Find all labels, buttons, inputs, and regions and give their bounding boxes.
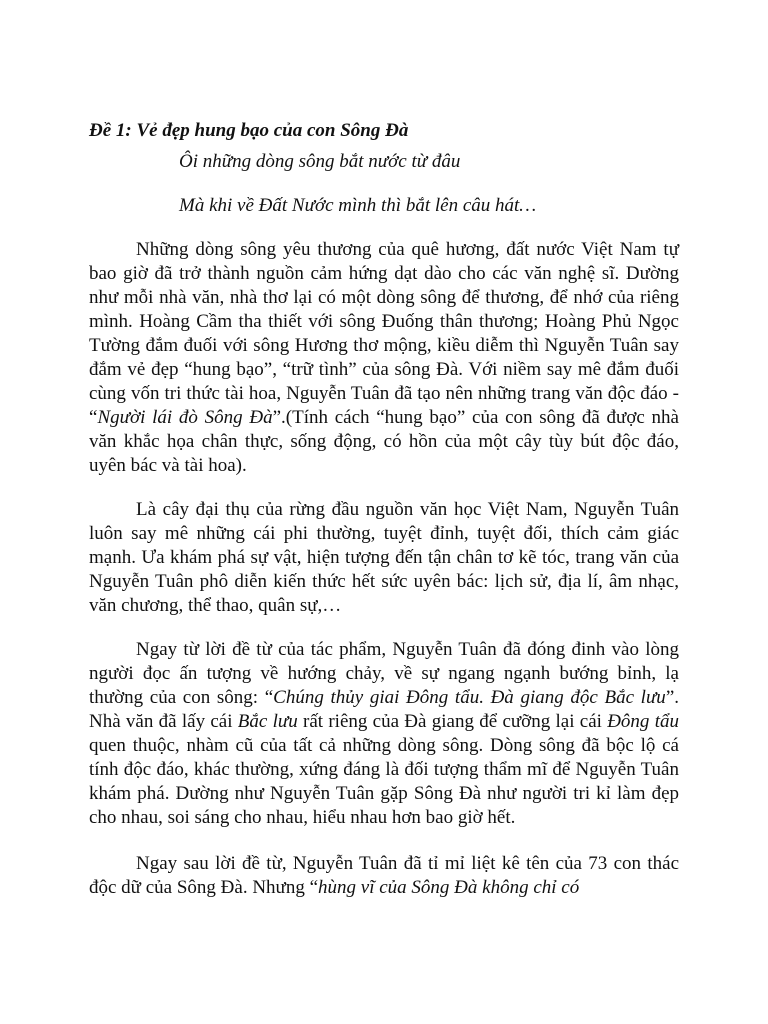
paragraph-text: ”.(Tính cách “hung bạo” của con sông đã được nhà văn khắc họa chân thực, sống động, có hồn của một cây tùy bút độc đáo, uyên bác và tài hoa). (89, 407, 679, 476)
document-title: Đề 1: Vẻ đẹp hung bạo của con Sông Đà (89, 120, 409, 141)
paragraph-text: quen thuộc, nhàm cũ của tất cả những dòng sông. Dòng sông đã bộc lộ cá tính độc đáo, khác thường, xứng đáng là đối tượng thẩm mĩ để Nguyễn Tuân khám phá. Dường như Nguyễn Tuân gặp Sông Đà như người tri kỉ làm đẹp cho nhau, soi sáng cho nhau, hiểu nhau hơn bao giờ hết. (89, 735, 679, 828)
work-title-italic: Người lái đò Sông Đà (97, 407, 273, 428)
paragraph-text: Là cây đại thụ của rừng đầu nguồn văn học Việt Nam, Nguyễn Tuân luôn say mê những cái phi thường, tuyệt đỉnh, tuyệt đối, thích cảm giác mạnh. Ưa khám phá sự vật, hiện tượng đến tận chân tơ kẽ tóc, trang văn của Nguyễn Tuân phô diễn kiến thức hết sức uyên bác: lịch sử, địa lí, âm nhạc, văn chương, thể thao, quân sự,… (89, 499, 679, 616)
paragraph-3 (89, 638, 679, 830)
document-page (89, 119, 679, 900)
paragraph-text: rất riêng của Đà giang để cưỡng lại cái (297, 711, 608, 732)
epigraph-quote-italic: Chúng thủy giai Đông tẩu. Đà giang độc Bắc lưu (273, 687, 666, 708)
paragraph-text: Những dòng sông yêu thương của quê hương, đất nước Việt Nam tự bao giờ đã trở thành nguồn cảm hứng dạt dào cho các văn nghệ sĩ. Dường như mỗi nhà văn, nhà thơ lại có một dòng sông để thương, để nhớ của riêng mình. Hoàng Cầm tha thiết với sông Đuống thân thương; Hoàng Phủ Ngọc Tường đắm đuối với sông Hương thơ mộng, kiều diễm thì Nguyễn Tuân say đắm vẻ đẹp “hung bạo”, “trữ tình” của sông Đà. Với niềm say mê đắm đuối cùng vốn tri thức tài hoa, Nguyễn Tuân đã tạo nên những trang văn độc đáo - “ (89, 239, 679, 428)
paragraph-text: ”. Nhà văn đã lấy cái (89, 687, 679, 732)
italic-phrase: Bắc lưu (237, 711, 298, 732)
paragraph-text: Ngay từ lời đề từ của tác phẩm, Nguyễn Tuân đã đóng đinh vào lòng người đọc ấn tượng về hướng chảy, về sự ngang ngạnh bướng bỉnh, lạ thường của con sông: “ (89, 639, 679, 708)
paragraph-4 (89, 852, 679, 900)
paragraph-text: Ngay sau lời đề từ, Nguyễn Tuân đã tỉ mỉ liệt kê tên của 73 con thác độc dữ của Sông Đà. Nhưng “ (89, 853, 679, 898)
poem-line-1: Ôi những dòng sông bắt nước từ đâu (179, 151, 461, 172)
poem-line-2: Mà khi về Đất Nước mình thì bắt lên câu hát… (179, 195, 537, 216)
quote-italic: hùng vĩ của Sông Đà không chỉ có (318, 877, 580, 898)
italic-phrase: Đông tẩu (607, 711, 679, 732)
paragraph-1 (89, 238, 679, 478)
paragraph-2 (89, 498, 679, 618)
